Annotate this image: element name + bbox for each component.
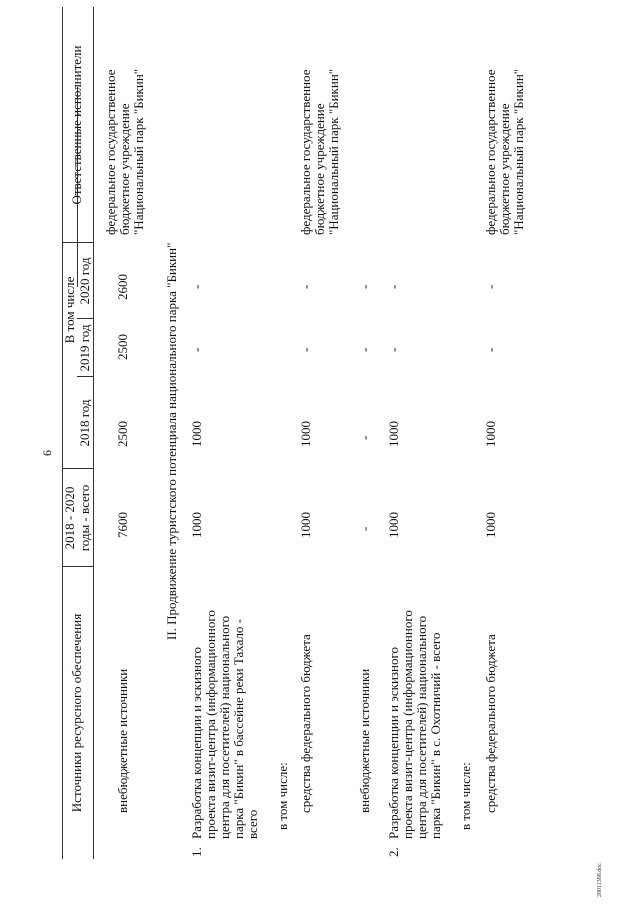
item2-title-line2: проекта визит-центра (информационного <box>400 610 415 839</box>
row-offbudget-2019: 2500 <box>115 334 130 360</box>
item2-2020: - <box>386 284 401 289</box>
responsible-3-line3: "Национальный парк "Бикин" <box>511 68 526 235</box>
header-including: В том числе <box>62 276 77 344</box>
item1-number: 1. <box>189 847 204 857</box>
item1-federal-2018: 1000 <box>298 421 313 447</box>
header-responsible: Ответственные исполнители <box>69 45 84 205</box>
item1-title-line2: проекта визит-центра (информационного <box>203 610 218 839</box>
header-total-line1: 2018 - 2020 <box>62 486 77 550</box>
header-sources: Источники ресурсного обеспечения <box>69 613 84 813</box>
responsible-2-line3: "Национальный парк "Бикин" <box>326 68 341 235</box>
item2-including: в том числе: <box>458 762 473 830</box>
item1-title-line4: парка "Бикин" в бассейне реки Тахало - <box>231 618 246 839</box>
item2-federal-2018: 1000 <box>483 421 498 447</box>
item2-title-line4: парка "Бикин" в с. Охотничий - всего <box>428 632 443 839</box>
item1-federal-2020: - <box>298 284 313 289</box>
item2-title-line1: Разработка концепции и эскизного <box>386 646 401 839</box>
responsible-1-line1: федеральное государственное <box>103 69 118 235</box>
page-number: 6 <box>40 450 54 456</box>
item1-federal-total: 1000 <box>298 512 313 538</box>
header-2020: 2020 год <box>77 257 92 305</box>
responsible-1-line3: "Национальный парк "Бикин" <box>131 68 146 235</box>
item2-total: 1000 <box>386 512 401 538</box>
row-offbudget-2018: 2500 <box>115 421 130 447</box>
responsible-2-line1: федеральное государственное <box>298 69 313 235</box>
item1-title-line1: Разработка концепции и эскизного <box>189 646 204 839</box>
item2-number: 2. <box>386 847 401 857</box>
item1-federal-label: средства федерального бюджета <box>298 634 313 813</box>
item2-2018: 1000 <box>386 421 401 447</box>
row-offbudget-2020: 2600 <box>115 274 130 300</box>
item1-including: в том числе: <box>275 762 290 830</box>
item1-title-line5: всего <box>245 809 260 839</box>
item2-2019: - <box>386 347 401 352</box>
item2-federal-2020: - <box>483 284 498 289</box>
item1-2019: - <box>189 347 204 352</box>
header-bottom-line <box>93 7 94 859</box>
item1-2020: - <box>189 284 204 289</box>
responsible-1-line2: бюджетное учреждение <box>117 103 132 235</box>
item2-federal-2019: - <box>483 347 498 352</box>
header-top-line <box>62 7 63 859</box>
header-2019: 2019 год <box>77 324 92 372</box>
responsible-3-line1: федеральное государственное <box>483 69 498 235</box>
item2-federal-total: 1000 <box>483 512 498 538</box>
section-title: II. Продвижение туристского потенциала национального парка "Бикин" <box>164 242 179 640</box>
item1-2018: 1000 <box>189 421 204 447</box>
responsible-3-line2: бюджетное учреждение <box>497 103 512 235</box>
item1-offbudget-2020: - <box>357 284 372 289</box>
header-2018: 2018 год <box>77 399 92 447</box>
responsible-2-line2: бюджетное учреждение <box>312 103 327 235</box>
item1-offbudget-2019: - <box>357 347 372 352</box>
item1-federal-2019: - <box>298 347 313 352</box>
item2-federal-label: средства федерального бюджета <box>483 634 498 813</box>
row-offbudget-total: 7600 <box>115 512 130 538</box>
item1-offbudget-label: внебюджетные источники <box>357 668 372 813</box>
item2-title-line3: центра для посетителей) национального <box>414 615 429 839</box>
footer-doc-id: 28011388.doc <box>597 863 603 897</box>
item1-title-line3: центра для посетителей) национального <box>217 615 232 839</box>
header-total-line2: годы - всего <box>77 484 92 552</box>
item1-offbudget-2018: - <box>357 435 372 440</box>
row-offbudget-label: внебюджетные источники <box>115 668 130 813</box>
item1-offbudget-total: - <box>357 526 372 531</box>
item1-total: 1000 <box>189 512 204 538</box>
